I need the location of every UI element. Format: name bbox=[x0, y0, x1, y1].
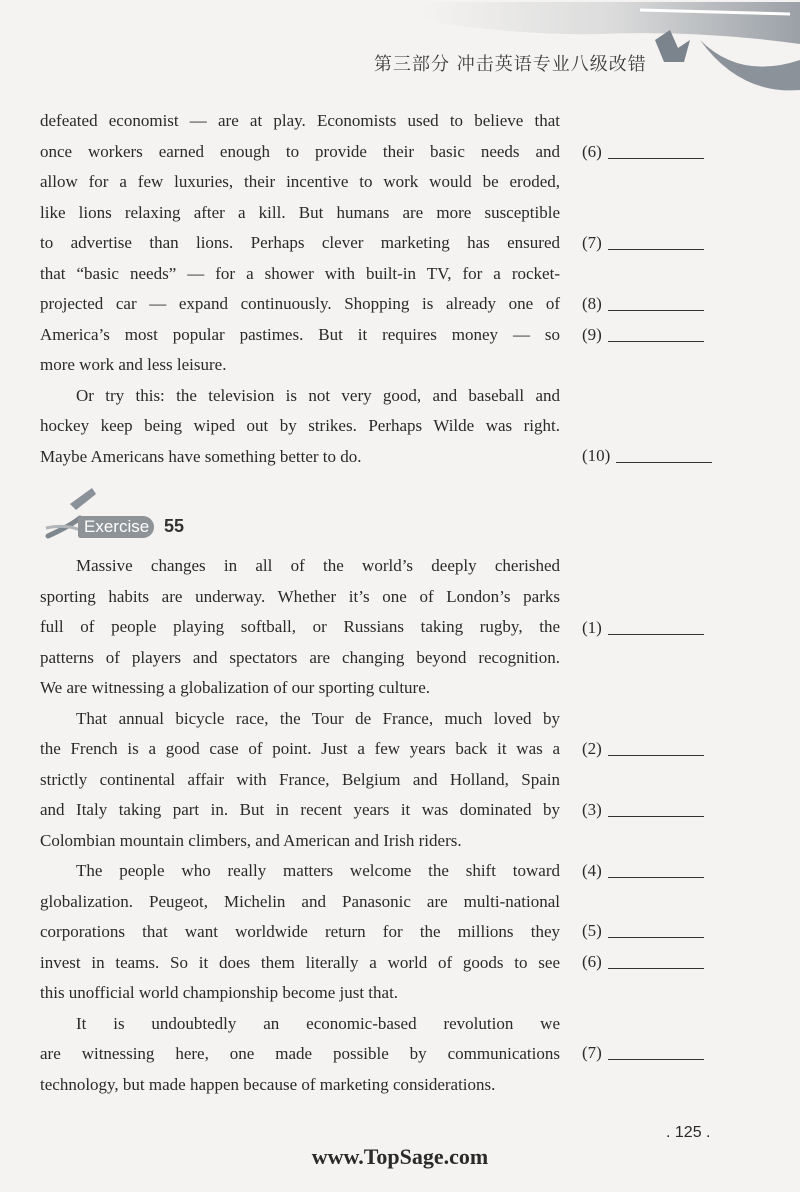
passage-line: like lions relaxing after a kill. But humans are more susceptible bbox=[40, 202, 560, 222]
blank-number: (5) bbox=[582, 921, 602, 940]
passage-line: once workers earned enough to provide their basic needs and bbox=[40, 141, 560, 161]
blank-number: (8) bbox=[582, 294, 602, 313]
blank-number: (6) bbox=[582, 952, 602, 971]
answer-blank[interactable] bbox=[582, 441, 712, 471]
page-number: . 125 . bbox=[666, 1124, 711, 1141]
blank-number: (9) bbox=[582, 325, 602, 344]
exercise-number: 55 bbox=[164, 516, 185, 536]
passage-line: sporting habits are underway. Whether it’s one of London’s parks bbox=[40, 586, 560, 606]
passage-line: It is undoubtedly an economic-based revolution we bbox=[76, 1013, 560, 1033]
passage-line: allow for a few luxuries, their incentive to work would be eroded, bbox=[40, 172, 560, 191]
passage-line: full of people playing softball, or Russians taking rugby, the bbox=[40, 617, 560, 636]
answer-blank[interactable] bbox=[582, 320, 704, 350]
passage-line: are witnessing here, one made possible by communications bbox=[40, 1044, 560, 1063]
answer-blank[interactable] bbox=[582, 613, 704, 643]
passage-line: and Italy taking part in. But in recent years it was dominated by bbox=[40, 800, 560, 819]
passage-2 bbox=[40, 551, 560, 1100]
passage-line: to advertise than lions. Perhaps clever marketing has ensured bbox=[40, 233, 560, 252]
passage-line: hockey keep being wiped out by strikes. Perhaps Wilde was right. bbox=[40, 416, 560, 435]
blank-number: (3) bbox=[582, 800, 602, 819]
passage-line: We are witnessing a globalization of our sporting culture. bbox=[40, 678, 430, 697]
passage-line: the French is a good case of point. Just a few years back it was a bbox=[40, 739, 560, 758]
passage-line: strictly continental affair with France, Belgium and Holland, Spain bbox=[40, 769, 560, 789]
blank-number: (6) bbox=[582, 142, 602, 161]
answer-blank[interactable] bbox=[582, 137, 704, 167]
answer-blank[interactable] bbox=[582, 947, 704, 977]
passage-line: projected car — expand continuously. Shopping is already one of bbox=[40, 294, 560, 313]
answer-blank[interactable] bbox=[582, 734, 704, 764]
passage-line: this unofficial world championship become just that. bbox=[40, 983, 399, 1002]
passage-line: more work and less leisure. bbox=[40, 355, 227, 374]
blank-number: (1) bbox=[582, 618, 602, 637]
passage-line: The people who really matters welcome the shift toward bbox=[76, 861, 560, 880]
blank-number: (7) bbox=[582, 233, 602, 252]
exercise-heading bbox=[40, 484, 240, 544]
passage-line: invest in teams. So it does them literally a world of goods to see bbox=[40, 952, 560, 972]
exercise-label: Exercise bbox=[78, 516, 154, 538]
passage-line: Massive changes in all of the world’s deeply cherished bbox=[76, 556, 560, 575]
page-header-title: 第三部分 冲击英语专业八级改错 bbox=[374, 54, 647, 75]
blank-number: (2) bbox=[582, 739, 602, 758]
passage-line: Colombian mountain climbers, and American and Irish riders. bbox=[40, 830, 462, 850]
footer-url[interactable]: www.TopSage.com bbox=[311, 1144, 489, 1169]
blank-number: (10) bbox=[582, 446, 611, 465]
passage-line: Or try this: the television is not very good, and baseball and bbox=[76, 385, 560, 405]
answer-blank[interactable] bbox=[582, 1038, 704, 1068]
passage-line: corporations that want worldwide return for the millions they bbox=[40, 922, 560, 941]
passage-line: globalization. Peugeot, Michelin and Panasonic are multi-national bbox=[40, 891, 560, 911]
answer-blank[interactable] bbox=[582, 916, 704, 946]
answer-blank[interactable] bbox=[582, 856, 704, 886]
passage-line: technology, but made happen because of marketing considerations. bbox=[40, 1074, 496, 1094]
passage-1 bbox=[40, 106, 560, 472]
answer-blank[interactable] bbox=[582, 289, 704, 319]
passage-line: America’s most popular pastimes. But it requires money — so bbox=[40, 324, 560, 344]
passage-line: that “basic needs” — for a shower with built-in TV, for a rocket- bbox=[40, 263, 560, 283]
passage-line: defeated economist — are at play. Economists used to believe that bbox=[40, 111, 560, 130]
answer-blank[interactable] bbox=[582, 795, 704, 825]
passage-line: patterns of players and spectators are changing beyond recognition. bbox=[40, 647, 560, 667]
answer-blank[interactable] bbox=[582, 228, 704, 258]
passage-line: Maybe Americans have something better to do. bbox=[40, 446, 362, 466]
blank-number: (7) bbox=[582, 1043, 602, 1062]
passage-line: That annual bicycle race, the Tour de France, much loved by bbox=[76, 708, 560, 728]
blank-number: (4) bbox=[582, 861, 602, 880]
